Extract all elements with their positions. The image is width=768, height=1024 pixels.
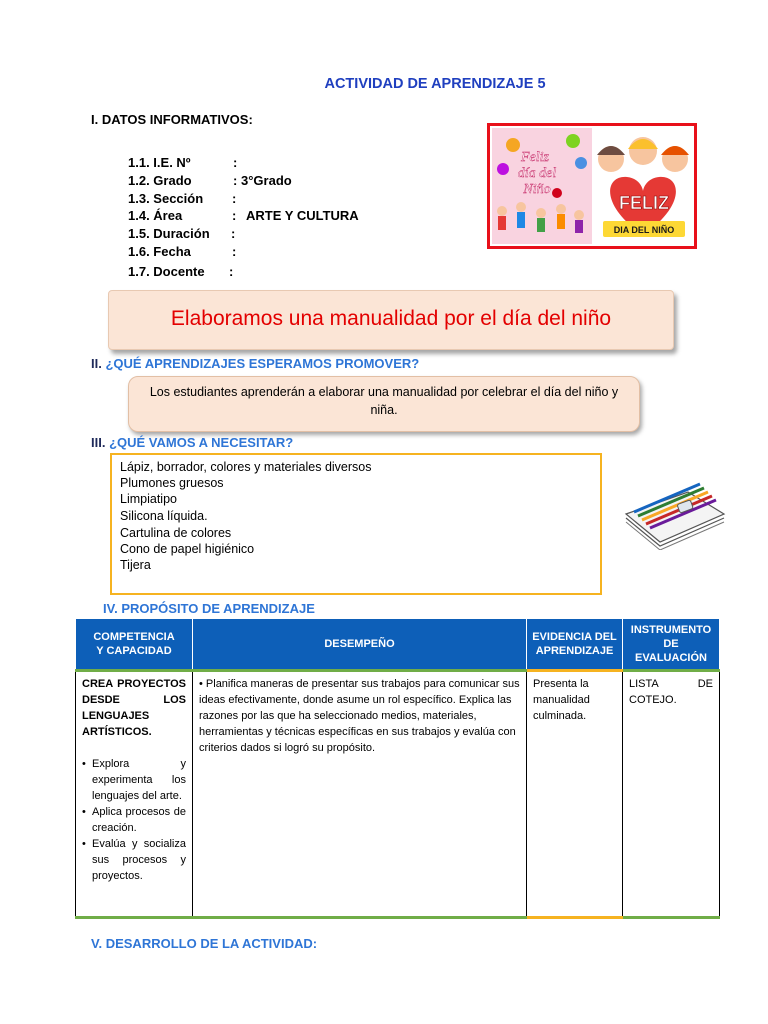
cell-instrumento: LISTA DE COTEJO.	[623, 671, 720, 918]
purpose-table	[75, 618, 720, 919]
image-text-feliz: Feliz	[521, 150, 549, 165]
section-aprendizajes-heading	[91, 356, 419, 371]
section-desarrollo-heading: V. DESARROLLO DE LA ACTIVIDAD:	[91, 936, 318, 951]
learning-box	[128, 376, 640, 432]
info-value: ARTE Y CULTURA	[246, 208, 359, 223]
section-number: II.	[91, 356, 102, 371]
info-sep: :	[232, 244, 237, 259]
header-competencia: COMPETENCIA Y CAPACIDAD	[76, 619, 193, 671]
list-item: • Aplica procesos de creación.	[82, 804, 186, 836]
learning-text: Los estudiantes aprenderán a elaborar una manualidad por celebrar el día del niño y niña.	[149, 385, 619, 417]
info-label: 1.4. Área	[128, 208, 183, 223]
material-item: Cono de papel higiénico	[120, 542, 255, 556]
material-item: Limpiatipo	[120, 492, 177, 506]
section-datos-heading: I. DATOS INFORMATIVOS:	[91, 112, 253, 127]
header-instrumento: INSTRUMENTO DE EVALUACIÓN	[623, 619, 720, 671]
table-row	[76, 671, 720, 918]
section-necesitar-heading	[91, 435, 293, 450]
banner-title: Elaboramos una manualidad por el día del niño	[170, 307, 612, 330]
competencia-title: CREA PROYECTOS DESDE LOS LENGUAJES ARTÍSTICOS.	[82, 678, 186, 738]
material-item: Lápiz, borrador, colores y materiales diversos	[120, 460, 372, 474]
material-item: Plumones gruesos	[120, 476, 224, 490]
section-number: III.	[91, 435, 106, 450]
info-label: 1.2. Grado	[128, 173, 192, 188]
materials-box	[110, 453, 602, 595]
info-label: 1.1. I.E. Nº	[128, 155, 191, 170]
header-desempeno: DESEMPEÑO	[193, 619, 527, 671]
dia-del-nino-illustration	[487, 123, 697, 249]
image-text-dia-del-nino: DIA DEL NIÑO	[613, 225, 675, 235]
section-heading-text: ¿QUÉ VAMOS A NECESITAR?	[109, 435, 294, 450]
info-label: 1.3. Sección	[128, 191, 204, 206]
info-sep: :	[233, 155, 238, 170]
capacidades-list	[82, 756, 186, 884]
info-sep: :	[232, 191, 237, 206]
page-title: ACTIVIDAD DE APRENDIZAJE 5	[324, 76, 546, 92]
info-sep: :	[229, 264, 234, 279]
supplies-illustration	[620, 470, 730, 550]
material-item: Tijera	[120, 558, 151, 572]
image-text-dia-del: día del	[517, 166, 557, 181]
info-sep: :	[232, 208, 237, 223]
section-heading-text: ¿QUÉ APRENDIZAJES ESPERAMOS PROMOVER?	[105, 356, 420, 371]
info-value: 3°Grado	[241, 173, 292, 188]
header-evidencia: EVIDENCIA DEL APRENDIZAJE	[527, 619, 623, 671]
info-sep: :	[233, 173, 238, 188]
section-proposito-heading: IV. PROPÓSITO DE APRENDIZAJE	[103, 601, 315, 616]
material-item: Silicona líquida.	[120, 509, 208, 523]
info-label: 1.5. Duración	[128, 226, 210, 241]
activity-banner	[108, 290, 674, 350]
cell-desempeno: • Planifica maneras de presentar sus trabajos para comunicar sus ideas efectivamente, donde asume un rol específico. Explica las razones por las que ha seleccionado medios, materiales, herramientas y técnicas específicas en sus trabajos y evalúa con criterios dados si logró su propósito.	[193, 671, 527, 918]
dia-del-nino-image	[487, 123, 697, 249]
list-item: • Evalúa y socializa sus procesos y proyectos.	[82, 836, 186, 884]
info-label: 1.6. Fecha	[128, 244, 191, 259]
info-sep: :	[231, 226, 236, 241]
cell-evidencia: Presenta la manualidad culminada.	[527, 671, 623, 918]
image-text-feliz-heart: FELIZ	[619, 193, 669, 213]
list-item: • Explora y experimenta los lenguajes del arte.	[82, 756, 186, 804]
info-label: 1.7. Docente	[128, 264, 205, 279]
material-item: Cartulina de colores	[120, 526, 232, 540]
cell-competencia	[76, 671, 193, 918]
school-supplies-image	[620, 470, 730, 550]
table-header-row	[76, 619, 720, 671]
image-text-nino: Niño	[523, 182, 551, 197]
